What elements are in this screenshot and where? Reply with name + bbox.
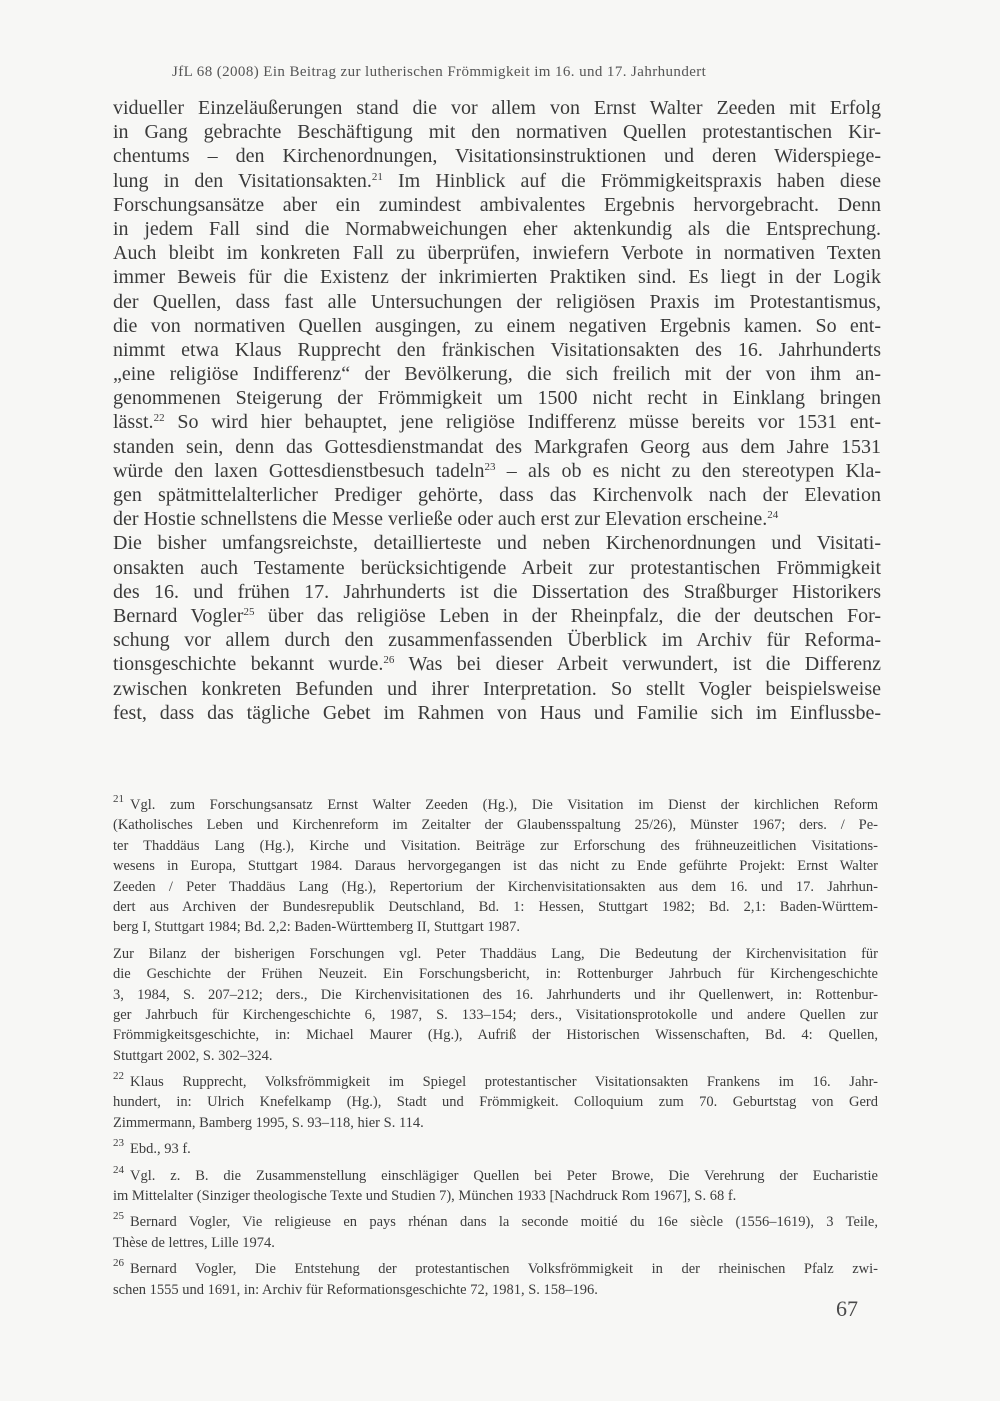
footnote-text: Stuttgart 2002, S. 302–324. [113,1047,273,1064]
body-line-text: zwischen konkreten Befunden und ihrer Interpretation. So stellt Vogler beispielsweise [113,677,881,700]
footnote-line [113,1092,878,1112]
footnote-line [113,1212,878,1232]
footnote-line [113,1025,878,1045]
footnote-number: 22 [113,1069,124,1082]
footnote-text: die Geschichte der Frühen Neuzeit. Ein Forschungsbericht, in: Rottenburger Jahrbuch für Kirchengeschichte [113,966,878,983]
footnote-text: dert aus Archiven der Bundesrepublik Deutschland, Bd. 1: Hessen, Stuttgart 1982; Bd. 2,1: Baden-Württem- [113,898,878,915]
footnote-ref: 22 [153,412,165,425]
body-line [113,338,881,362]
body-line-text: lung in den Visitationsakten. [113,169,372,192]
body-line [113,580,881,604]
body-line-text: tionsgeschichte bekannt wurde. [113,653,384,676]
footnote-text: Zur Bilanz der bisherigen Forschungen vgl. Peter Thaddäus Lang, Die Bedeutung der Kirchenvisitation für [113,945,878,962]
page-number: 67 [836,1296,858,1321]
body-line [113,193,881,217]
footnote-text: ter Thaddäus Lang (Hg.), Kirche und Visitation. Beiträge zur Erforschung des frühneuzeitlichen Visitations- [113,837,878,854]
body-line-text: standen sein, denn das Gottesdienstmandat des Markgrafen Georg aus dem Jahre 1531 [113,435,881,458]
footnote-line [113,1186,878,1206]
body-line-text: vidueller Einzeläußerungen stand die vor allem von Ernst Walter Zeeden mit Erfolg [113,97,881,119]
body-line-text: in Gang gebrachte Beschäftigung mit den normativen Quellen protestantischen Kir- [113,121,881,144]
footnote-line [113,964,878,984]
footnote-text: Vgl. z. B. die Zusammenstellung einschlägiger Quellen bei Peter Browe, Die Verehrung der Eucharistie [130,1167,878,1184]
footnote-text: wesens in Europa, Stuttgart 1984. Daraus hervorgegangen ist das nicht zu Ende geführte Projekt: Ernst Walter [113,858,878,875]
body-line-text: der Hostie schnellstens die Messe verließe oder auch erst zur Elevation erscheine. [113,508,768,531]
footnote-line [113,917,878,937]
body-line-text: Bernard Vogler [113,604,244,627]
body-line-text: lässt. [113,411,154,434]
body-line-text: – als ob es nicht zu den stereotypen Kla- [495,459,881,482]
footnote-line [113,985,878,1005]
body-line [113,604,881,628]
footnote-text: Frömmigkeitsgeschichte, in: Michael Maurer (Hg.), Aufriß der Historischen Wissenschaften, Bd. 4: Quellen, [113,1027,878,1044]
footnote-text: Zeeden / Peter Thaddäus Lang (Hg.), Repertorium der Kirchenvisitationsakten aus dem 16. und 17. Jahrhun- [113,878,878,895]
body-line-text: würde den laxen Gottesdienstbesuch tadeln [113,459,485,482]
footnote-text: 3, 1984, S. 207–212; ders., Die Kirchenvisitationen des 16. Jahrhunderts und ihr Quellenwert, in: Rottenbur- [113,986,878,1003]
footnote-line [113,792,878,815]
body-line [113,290,881,314]
body-line-text: Was bei dieser Arbeit verwundert, ist die Differenz [394,653,882,676]
body-line [113,410,881,434]
footnote-line [113,1069,878,1092]
body-line [113,483,881,507]
footnote-number: 25 [113,1210,124,1223]
body-line [113,507,881,531]
body-line-text: in jedem Fall sind die Normabweichungen eher aktenkundig als die Entsprechung. [113,217,881,240]
body-line-text: Die bisher umfangsreichste, detaillierteste und neben Kirchenordnungen und Visitati- [113,532,881,555]
footnote-text: Vgl. zum Forschungsansatz Ernst Walter Zeeden (Hg.), Die Visitation im Dienst der kirchlichen Reform [130,797,878,813]
body-line [113,314,881,338]
footnote-line [113,836,878,856]
footnote-text: Ebd., 93 f. [130,1141,191,1158]
footnote-text: berg I, Stuttgart 1984; Bd. 2,2: Baden-Württemberg II, Stuttgart 1987. [113,919,521,936]
body-line [113,265,881,289]
body-line-text: Im Hinblick auf die Frömmigkeitspraxis haben diese [382,169,881,192]
body-line-text: „eine religiöse Indifferenz“ der Bevölkerung, die sich freilich mit der von ihm an- [113,363,881,386]
footnote-line [113,1280,878,1300]
body-line-text: fest, dass das tägliche Gebet im Rahmen von Haus und Familie sich im Einflussbe- [113,701,881,724]
footnote-ref: 26 [383,654,395,667]
footnote-ref: 21 [371,170,383,183]
body-line-text: onsakten auch Testamente berücksichtigende Arbeit zur protestantischen Frömmigkeit [113,556,881,579]
body-line-text: der Quellen, dass fast alle Untersuchungen der religiösen Praxis im Protestantismus, [113,290,881,313]
footnote-line [113,1259,878,1279]
body-line-text: über das religiöse Leben in der Rheinpfalz, die der deutschen For- [254,604,882,627]
body-line-text: chentums – den Kirchenordnungen, Visitationsinstruktionen und deren Widerspiege- [113,145,881,168]
body-line [113,144,881,168]
footnote-ref: 25 [243,605,255,618]
footnote-text: Bernard Vogler, Vie religieuse en pays rhénan dans la seconde moitié du 16e siècle (1556–1619), 3 Teile, [130,1214,878,1231]
footnote-number: 21 [113,792,124,805]
footnote-line [113,1005,878,1025]
body-line [113,628,881,652]
body-line [113,556,881,580]
footnote-text: Klaus Rupprecht, Volksfrömmigkeit im Spiegel protestantischer Visitationsakten Frankens im 16. Jahr- [130,1074,878,1091]
footnote-text: hundert, in: Ulrich Knefelkamp (Hg.), Stadt und Frömmigkeit. Colloquium zum 70. Geburtstag von Gerd [113,1094,878,1111]
body-text [113,96,881,725]
body-line-text: Forschungsansätze aber ein zumindest ambivalentes Ergebnis hervorgebracht. Denn [113,193,881,216]
footnotes [113,792,878,1300]
body-line [113,362,881,386]
body-line-text: nimmt etwa Klaus Rupprecht den fränkischen Visitationsakten des 16. Jahrhunderts [113,338,881,361]
footnote-line [113,944,878,964]
body-line-text: So wird hier behauptet, jene religiöse Indifferenz müsse bereits vor 1531 ent- [164,411,881,434]
footnote-line [113,815,878,835]
running-header: JfL 68 (2008) Ein Beitrag zur lutherischen Frömmigkeit im 16. und 17. Jahrhundert [172,64,707,80]
body-line [113,96,881,120]
body-line [113,217,881,241]
body-line-text: schung vor allem durch den zusammenfassenden Überblick im Archiv für Reforma- [113,629,881,652]
footnote-text: im Mittelalter (Sinziger theologische Texte und Studien 7), München 1933 [Nachdruck Rom 1967], S. 68 f. [113,1188,737,1205]
footnote-line [113,1163,878,1186]
body-line [113,241,881,265]
body-line [113,386,881,410]
footnote-text: schen 1555 und 1691, in: Archiv für Reformationsgeschichte 72, 1981, S. 158–196. [113,1281,598,1298]
footnote-text: (Katholisches Leben und Kirchenreform im Zeitalter der Glaubensspaltung 25/26), Münster 1967; ders. / Pe- [113,817,878,834]
body-line-text: genommenen Steigerung der Frömmigkeit um 1500 nicht recht in Einklang bringen [113,387,881,410]
footnote-ref: 24 [767,509,779,522]
footnote-line [113,1113,878,1133]
body-line [113,169,881,193]
footnote-text: ger Jahrbuch für Kirchengeschichte 6, 1987, S. 133–154; ders., Visitationsprotokolle und andere Quellen zur [113,1006,878,1023]
body-line [113,435,881,459]
footnote-number: 24 [113,1163,124,1176]
body-line [113,531,881,555]
footnote-line [113,877,878,897]
body-line [113,677,881,701]
footnote-text: Bernard Vogler, Die Entstehung der protestantischen Volksfrömmigkeit in der rheinischen Pfalz zwi- [130,1261,878,1278]
footnote-line [113,1139,878,1159]
body-line-text: immer Beweis für die Existenz der inkrimierten Praktiken sind. Es liegt in der Logik [113,266,881,289]
footnote-text: Thèse de lettres, Lille 1974. [113,1234,275,1251]
body-line-text: des 16. und frühen 17. Jahrhunderts ist die Dissertation des Straßburger Historikers [113,580,881,603]
body-line-text: gen spätmittelalterlicher Prediger gehörte, dass das Kirchenvolk nach der Elevation [113,484,881,506]
footnote-text: Zimmermann, Bamberg 1995, S. 93–118, hier S. 114. [113,1114,424,1131]
body-line [113,652,881,676]
body-line-text: die von normativen Quellen ausgingen, zu einem negativen Ergebnis kamen. So ent- [113,314,881,337]
body-line [113,120,881,144]
footnote-number: 23 [113,1137,124,1150]
body-line-text: Auch bleibt im konkreten Fall zu überprüfen, inwiefern Verbote in normativen Texten [113,242,881,265]
footnote-number: 26 [113,1257,124,1270]
body-line [113,459,881,483]
footnote-ref: 23 [484,460,496,473]
footnote-line [113,856,878,876]
footnote-line [113,897,878,917]
footnote-line [113,1046,878,1066]
body-line [113,701,881,725]
footnote-line [113,1233,878,1253]
